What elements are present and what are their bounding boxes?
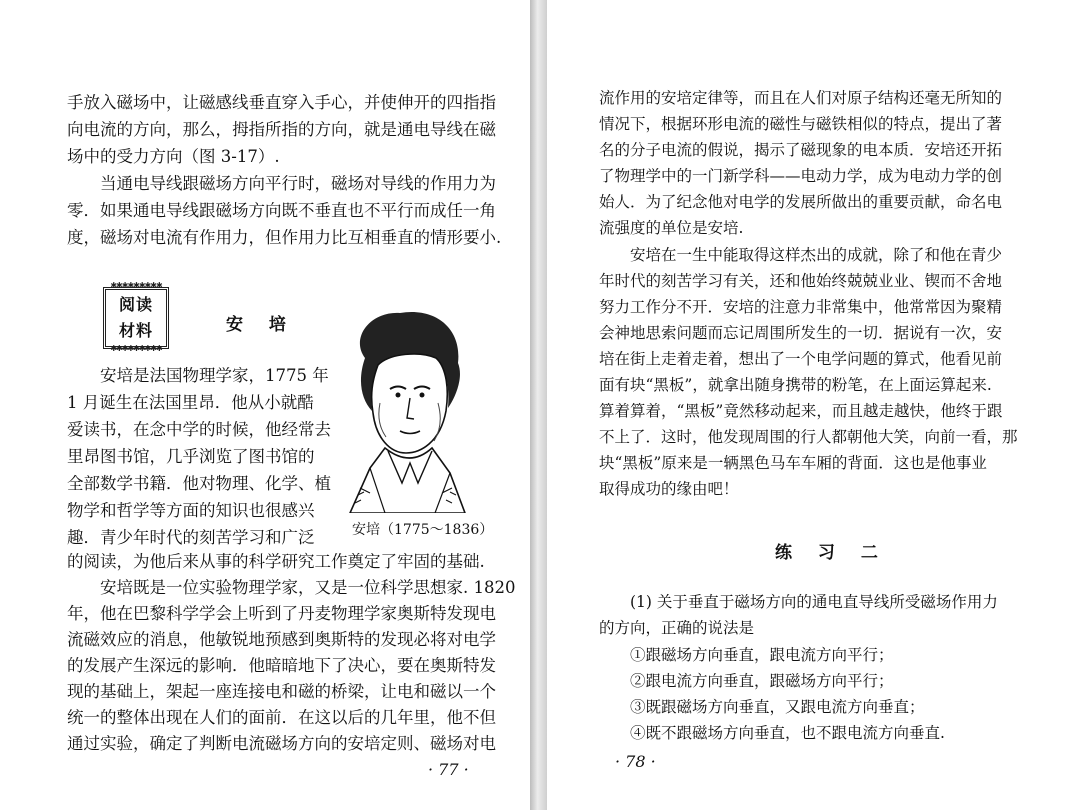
text-line: 的方向，正确的说法是 (599, 619, 755, 637)
text-line: 年，他在巴黎科学学会上听到了丹麦物理学家奥斯特发现电 (67, 604, 496, 623)
text-line: 算着算着，“黑板”竟然移动起来，而且越走越快，他终于跟 (599, 402, 1003, 420)
text-line: 培在街上走着走着，想出了一个电学问题的算式，他看见前 (599, 350, 1003, 368)
text-line: ①跟磁场方向垂直，跟电流方向平行； (599, 646, 894, 664)
decorative-border-icon: ✱✱✱✱✱✱✱✱✱ (110, 281, 162, 290)
text-line: 全部数学书籍．他对物理、化学、植 (67, 474, 331, 493)
exercise-title: 练 习 二 (775, 543, 888, 563)
ampere-portrait-image (340, 303, 470, 513)
portrait-caption: 安培（1775～1836） (352, 522, 494, 538)
text-line: 流作用的安培定律等，而且在人们对原子结构还毫无所知的 (599, 89, 1003, 107)
text-line: 流强度的单位是安培. (599, 219, 744, 237)
text-line: 名的分子电流的假说，揭示了磁现象的电本质．安培还开拓 (599, 141, 1003, 159)
text-line: 趣．青少年时代的刻苦学习和广泛 (67, 528, 315, 547)
text-line: ④既不跟磁场方向垂直，也不跟电流方向垂直. (599, 724, 945, 742)
text-line: 块“黑板”原来是一辆黑色马车车厢的背面．这也是他事业 (599, 454, 987, 472)
text-line: (1) 关于垂直于磁场方向的通电直导线所受磁场作用力 (599, 593, 998, 611)
reading-material-box (103, 287, 169, 349)
text-line: 度，磁场对电流有作用力，但作用力比互相垂直的情形要小. (67, 228, 502, 247)
text-line: 向电流的方向，那么，拇指所指的方向，就是通电导线在磁 (67, 120, 496, 139)
text-line: ②跟电流方向垂直，跟磁场方向平行； (599, 672, 894, 690)
text-line: 爱读书，在念中学的时候，他经常去 (67, 420, 331, 439)
left-page (0, 0, 530, 810)
section-title: 安 培 (226, 315, 296, 335)
text-line: 现的基础上，架起一座连接电和磁的桥梁，让电和磁以一个 (67, 682, 496, 701)
text-line: 物学和哲学等方面的知识也很感兴 (67, 501, 315, 520)
page-number: · 77 · (428, 760, 469, 779)
text-line: 通过实验，确定了判断电流磁场方向的安培定则、磁场对电 (67, 734, 496, 753)
text-line: 当通电导线跟磁场方向平行时，磁场对导线的作用力为 (67, 174, 496, 193)
text-line: 会神地思索问题而忘记周围所发生的一切．据说有一次，安 (599, 324, 1003, 342)
text-line: 1 月诞生在法国里昂．他从小就酷 (67, 393, 314, 412)
text-line: 安培既是一位实验物理学家，又是一位科学思想家. 1820 (67, 578, 516, 597)
text-line: ③既跟磁场方向垂直，又跟电流方向垂直； (599, 698, 925, 716)
text-line: 面有块“黑板”，就拿出随身携带的粉笔，在上面运算起来. (599, 376, 992, 394)
text-line: 流磁效应的消息，他敏锐地预感到奥斯特的发现必将对电学 (67, 630, 496, 649)
box-label: 阅读 (118, 295, 153, 314)
text-line: 零．如果通电导线跟磁场方向既不垂直也不平行而成任一角 (67, 201, 496, 220)
right-page (547, 0, 1080, 810)
text-line: 里昂图书馆，几乎浏览了图书馆的 (67, 447, 315, 466)
text-line: 情况下，根据环形电流的磁性与磁铁相似的特点，提出了著 (599, 115, 1003, 133)
text-line: 努力工作分不开．安培的注意力非常集中，他常常因为聚精 (599, 298, 1003, 316)
text-line: 安培是法国物理学家，1775 年 (67, 366, 329, 385)
text-line: 安培在一生中能取得这样杰出的成就，除了和他在青少 (599, 246, 1003, 264)
text-line: 的发展产生深远的影响．他暗暗地下了决心，要在奥斯特发 (67, 656, 496, 675)
decorative-border-icon: ✱✱✱✱✱✱✱✱✱ (110, 344, 162, 353)
text-line: 场中的受力方向（图 3-17）. (67, 147, 280, 166)
text-line: 了物理学中的一门新学科——电动力学，成为电动力学的创 (599, 167, 1003, 185)
text-line: 始人．为了纪念他对电学的发展所做出的重要贡献，命名电 (599, 193, 1003, 211)
box-label: 材料 (118, 321, 153, 340)
text-line: 年时代的刻苦学习有关，还和他始终兢兢业业、锲而不舍地 (599, 272, 1003, 290)
book-gutter (530, 0, 547, 810)
text-line: 手放入磁场中，让磁感线垂直穿入手心，并使伸开的四指指 (67, 93, 496, 112)
text-line: 统一的整体出现在人们的面前．在这以后的几年里，他不但 (67, 708, 496, 727)
text-line: 取得成功的缘由吧！ (599, 480, 739, 498)
text-line: 不上了．这时，他发现周围的行人都朝他大笑，向前一看，那 (599, 428, 1018, 446)
text-line: 的阅读，为他后来从事的科学研究工作奠定了牢固的基础. (67, 552, 485, 571)
page-number: · 78 · (615, 752, 656, 771)
